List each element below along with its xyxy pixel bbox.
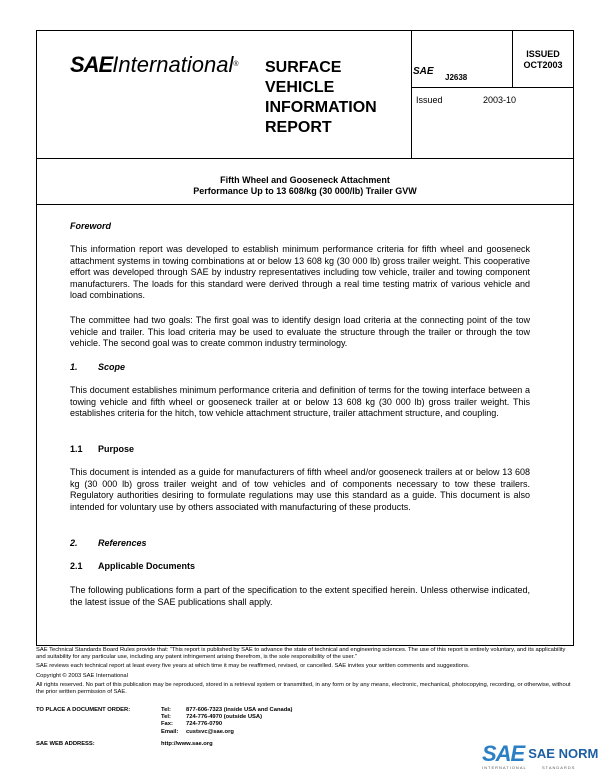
footer-review: SAE reviews each technical report at least every five years at which time it may be reaffirmed, revised, or cancelled. SAE invites your written comments and suggestions. (36, 663, 470, 670)
sae-international-logo (70, 54, 239, 76)
order-label: TO PLACE A DOCUMENT ORDER: (36, 707, 131, 713)
section-number: 1. (70, 362, 78, 372)
section-title: Purpose (98, 444, 135, 454)
logo-trademark: ® (233, 61, 239, 68)
document-number: J2638 (445, 73, 468, 82)
foreword-paragraph-1 (70, 244, 530, 302)
footer-copyright: Copyright © 2003 SAE International (36, 672, 128, 679)
title-line-1: Fifth Wheel and Gooseneck Attachment (220, 175, 390, 185)
paragraph-text: The committee had two goals: The first goal was to identify design load criteria at the connecting point of the tow vehicle and trailer. This load criteria may be used to evaluate the structure through the trailer or through the tow vehicle. The second goal was to create common industry terminology. (70, 315, 530, 348)
scope-paragraph (70, 385, 530, 420)
paragraph-text: The following publications form a part of the specification to the extent specified herein. Unless otherwise indicated, the latest issue of the SAE publications shall apply. (70, 585, 530, 607)
applicable-documents-heading (70, 561, 530, 573)
paragraph-text: This document is intended as a guide for manufacturers of fifth wheel and/or gooseneck trailers at or below 13 608 kg (30 000 lb) gross trailer weight and of tow vehicles and of components necessary to tow these trailers. Regulatory authorities desiring to formulate regulations may use this standard as a guide. This document is also intended for voluntary use by others associated with manufacturing of these products. (70, 467, 530, 512)
issued-label: Issued (416, 95, 443, 105)
section-number: 1.1 (70, 444, 83, 454)
references-heading (70, 538, 530, 550)
section-title: Scope (98, 362, 126, 372)
purpose-heading (70, 444, 530, 456)
header-divider (36, 158, 574, 159)
footer-rights: All rights reserved. No part of this publication may be reproduced, stored in a retrieval system or transmitted, in any form or by any means, electronic, mechanical, photocopying, recording, or otherwise, without the prior written permission of SAE. (36, 681, 571, 696)
report-type-line: VEHICLE (265, 79, 335, 96)
foreword-paragraph-2 (70, 315, 530, 350)
logo-sae-text: SAE (70, 52, 113, 77)
email-label: Email: (161, 728, 179, 735)
report-type-line: INFORMATION (265, 99, 377, 116)
document-title (36, 175, 574, 197)
issued-code: OCT2003 (523, 60, 563, 70)
phone-number: 877-606-7323 (inside USA and Canada) (186, 707, 293, 713)
phone-number: 724-776-4970 (outside USA) (186, 714, 263, 721)
legal-footer (36, 647, 574, 698)
fax-label: Fax: (161, 721, 173, 728)
scope-heading (70, 362, 530, 374)
sae-norm-tag-international: INTERNATIONAL (482, 765, 527, 770)
sae-norm-tag-standards: STANDARDS (542, 765, 576, 770)
foreword-heading: Foreword (70, 221, 112, 231)
issued-status-box (512, 49, 574, 71)
phone-label: Tel: (161, 707, 171, 713)
web-link[interactable]: http://www.sae.org (161, 741, 213, 747)
report-type-line: REPORT (265, 119, 332, 136)
issued-date: 2003-10 (483, 95, 517, 105)
title-divider (36, 204, 574, 205)
doc-number-divider (411, 30, 412, 158)
logo-international-text: International (112, 52, 234, 77)
sae-mini-logo: SAE (413, 66, 434, 77)
applicable-documents-paragraph (70, 585, 530, 608)
email-address[interactable]: custsvc@sae.org (186, 728, 234, 735)
issued-row-divider (411, 87, 574, 88)
issued-status: ISSUED (526, 49, 560, 59)
sae-norm-mark: SAE (482, 741, 525, 766)
web-label: SAE WEB ADDRESS: (36, 741, 95, 747)
phone-label: Tel: (161, 714, 171, 721)
paragraph-text: This document establishes minimum performance criteria and definition of terms for the towing interface between a towing vehicle and fifth wheel or gooseneck trailer at or below 13 608 kg (30 000 lb) gross trailer weight. This establishes criteria for the hitch, tow vehicle attachment structure, trailer attachment structure, and coupling. (70, 385, 530, 418)
section-number: 2.1 (70, 561, 83, 571)
paragraph-text: This information report was developed to establish minimum performance criteria for fifth wheel and gooseneck attachment systems in towing combinations at or below 13 608 kg (30 000 lb) gross trailer weight. This cooperative effort was developed through SAE by industry representatives including tow vehicle, trailer and towing component manufacturers. The loads for this standard were derived through a real time testing matrix of various vehicle and load combinations. (70, 244, 530, 300)
purpose-paragraph (70, 467, 530, 513)
section-title: Applicable Documents (98, 561, 196, 571)
order-contact (36, 707, 292, 736)
title-line-2: Performance Up to 13 608/kg (30 000/lb) Trailer GVW (193, 186, 417, 196)
report-type (265, 58, 377, 138)
section-title: References (98, 538, 147, 548)
footer-rules: SAE Technical Standards Board Rules provide that: “This report is published by SAE to advance the state of technical and engineering sciences. The use of this report is entirely voluntary, and its applicability and suitability for any particular use, including any patent infringement arising therefrom, is the sole responsibility of the user.” (36, 647, 566, 661)
web-address-row (36, 741, 213, 747)
sae-norm-watermark (482, 741, 599, 770)
section-number: 2. (70, 538, 78, 548)
fax-number: 724-776-0790 (186, 721, 223, 728)
report-type-line: SURFACE (265, 59, 342, 76)
sae-norm-text: SAE NORM (528, 746, 599, 761)
